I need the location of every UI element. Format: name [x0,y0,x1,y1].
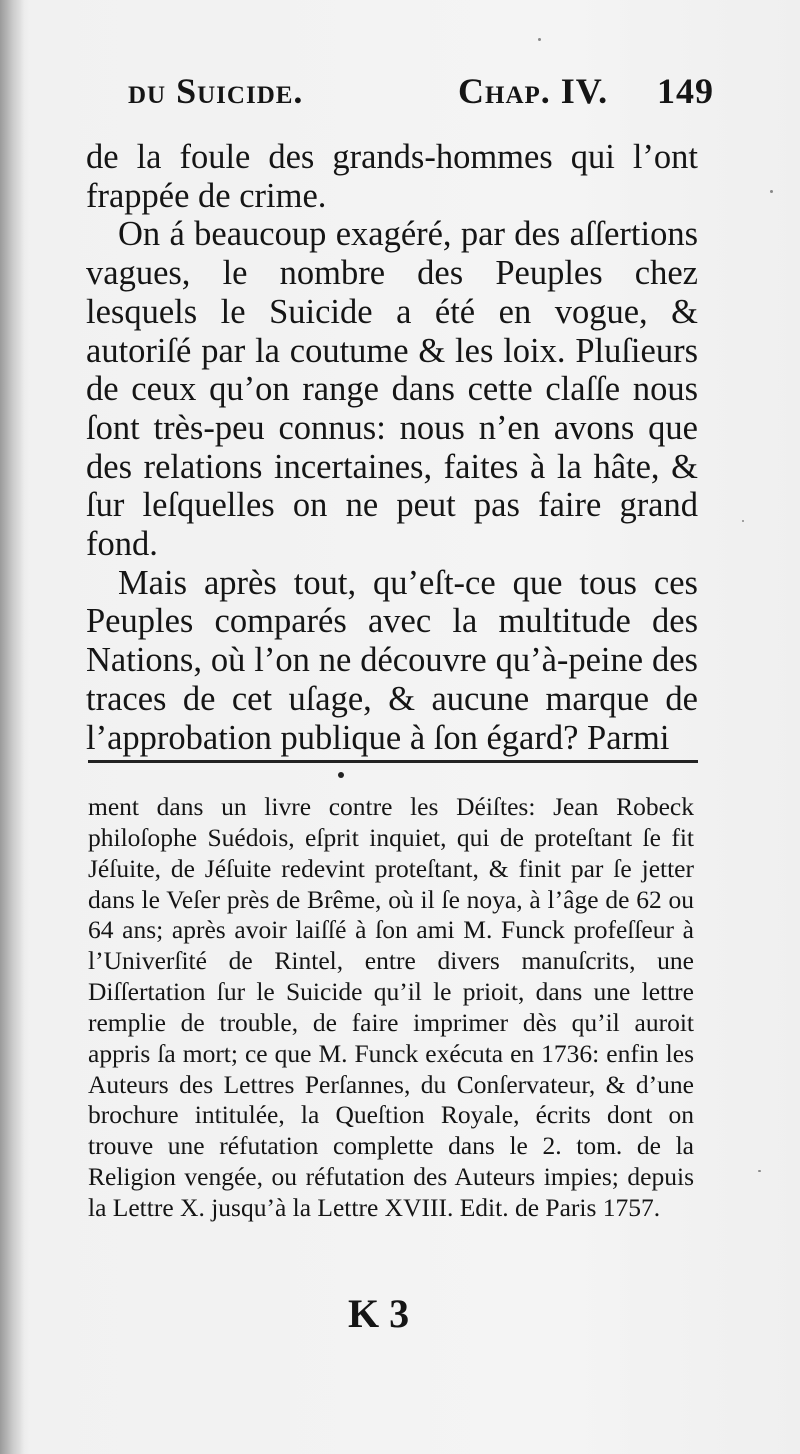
paper-speck [742,520,744,522]
paragraph: de la foule des grands-hommes qui l’ont frappée de crime. [86,138,698,215]
footnote-text: ment dans un livre contre les Déiſtes: Jean Robeck philoſophe Suédois, eſprit inquiet, qui de proteſtant ſe fit Jéſuite, de Jéſuite redevint proteſtant, & finit par ſe jetter dans le Veſer près de Brême, où il ſe noya, à l’âge de 62 ou 64 ans; après avoir laiſſé à ſon ami M. Funck profeſſeur à l’Univerſité de Rintel, entre divers manuſcrits, une Diſſertation ſur le Suicide qu’il le prioit, dans une lettre remplie de trouble, de faire imprimer dès qu’il auroit appris ſa mort; ce que M. Funck exécuta en 1736: enfin les Auteurs des Lettres Perſannes, du Conſervateur, & d’une brochure intitulée, la Queſtion Royale, écrits dont on trouve une réfutation complette dans le 2. tom. de la Religion vengée, ou réfutation des Auteurs impies; depuis la Lettre X. jusqu’à la Lettre XVIII. Edit. de Paris 1757. [88,792,694,1222]
paper-speck [538,38,541,41]
paper-speck [770,190,773,193]
main-text [86,138,698,757]
paragraph: On á beaucoup exagéré, par des aſſertions vagues, le nombre des Peuples chez lesquels le Suicide a été en vogue, & autoriſé par la coutume & les loix. Pluſieurs de ceux qu’on range dans cette claſſe nous ſont très-peu connus: nous n’en avons que des relations incertaines, faites à la hâte, & ſur leſquelles on ne peut pas faire grand fond. [86,215,698,564]
running-head-chapter: Chap. IV. [458,71,609,111]
page-number: 149 [657,71,714,111]
footnote-rule [88,760,698,763]
paper-speck [758,1170,761,1172]
paragraph: Mais après tout, qu’eſt-ce que tous ces Peuples comparés avec la multitude des Nations, où l’on ne découvre qu’à-peine des traces de cet uſage, & aucune marque de l’approbation publique à ſon égard? Parmi [86,563,698,757]
running-head [128,70,714,120]
footnote-mark [338,772,344,778]
footnote [88,792,694,1224]
running-head-title: du Suicide. [128,71,304,111]
gutter-shadow [0,0,24,1454]
signature-mark: K 3 [348,1291,410,1336]
